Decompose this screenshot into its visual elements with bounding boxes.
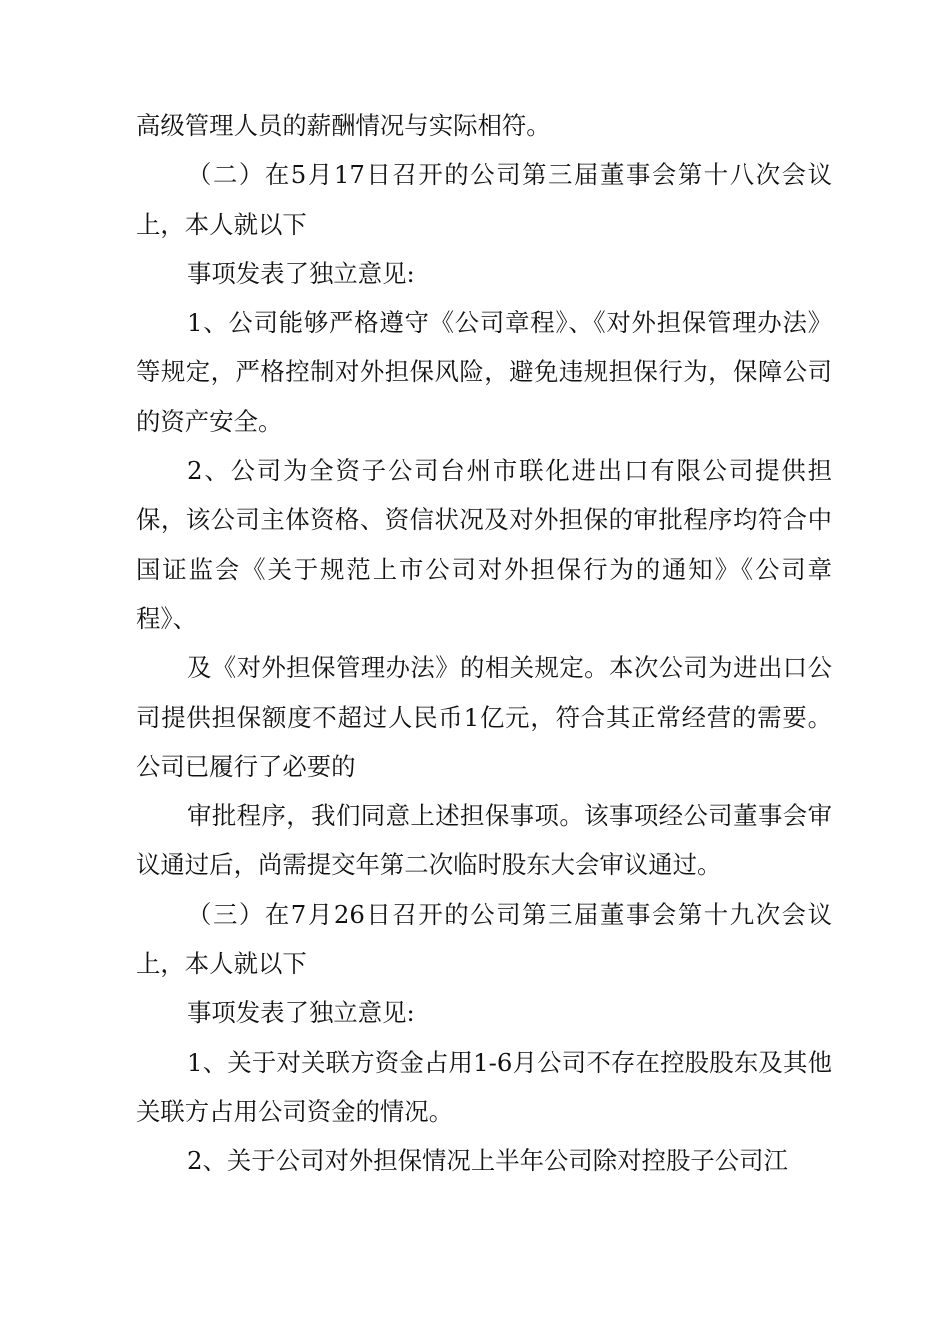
paragraph: （二）在5月17日召开的公司第三届董事会第十八次会议上，本人就以下 [136, 160, 832, 239]
paragraph: 审批程序，我们同意上述担保事项。该事项经公司董事会审议通过后，尚需提交年第二次临时股东大会审议通过。 [136, 801, 832, 880]
paragraph: 事项发表了独立意见: [187, 258, 415, 288]
paragraph: 1、关于对关联方资金占用1-6月公司不存在控股股东及其他关联方占用公司资金的情况。 [136, 1047, 832, 1126]
document-body [136, 101, 832, 1186]
paragraph: 2、关于公司对外担保情况上半年公司除对控股子公司江 [187, 1146, 788, 1176]
paragraph: 事项发表了独立意见: [187, 998, 415, 1028]
paragraph: （三）在7月26日召开的公司第三届董事会第十九次会议上，本人就以下 [136, 899, 832, 979]
paragraph: 2、公司为全资子公司台州市联化进出口有限公司提供担保，该公司主体资格、资信状况及对外担保的审批程序均符合中国证监会《关于规范上市公司对外担保行为的通知》《公司章程》、 [136, 456, 832, 633]
paragraph: 高级管理人员的薪酬情况与实际相符。 [136, 111, 551, 140]
paragraph: 及《对外担保管理办法》的相关规定。本次公司为进出口公司提供担保额度不超过人民币1亿元，符合其正常经营的需要。公司已履行了必要的 [136, 653, 832, 781]
paragraph: 1、公司能够严格遵守《公司章程》、《对外担保管理办法》等规定，严格控制对外担保风险，避免违规担保行为，保障公司的资产安全。 [136, 308, 832, 436]
